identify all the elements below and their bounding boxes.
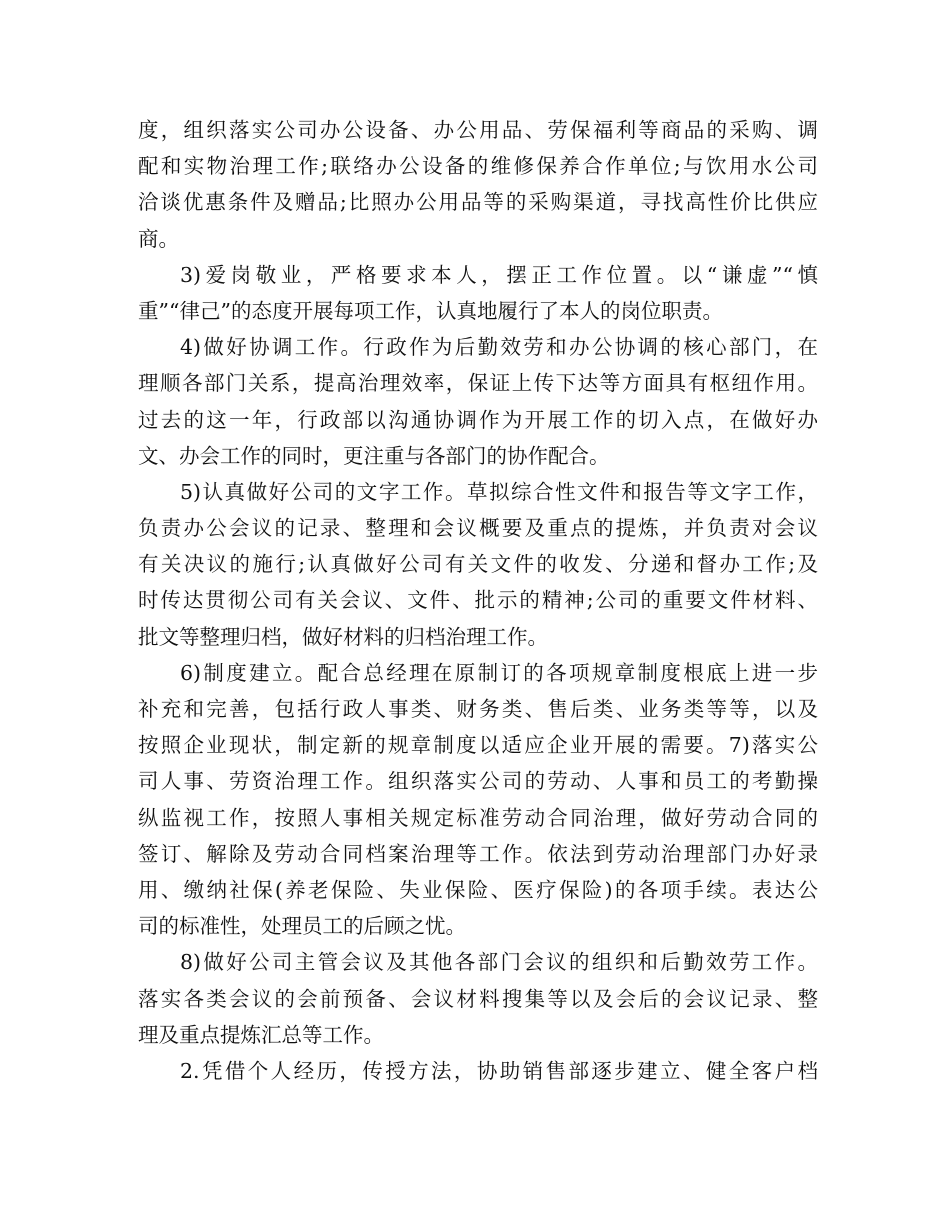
- text-line: 商。: [138, 226, 179, 251]
- paragraph-start-line: 8)做好公司主管会议及其他各部门会议的组织和后勤效劳工作。: [180, 950, 818, 975]
- text-line: 司人事、劳资治理工作。组织落实公司的劳动、人事和员工的考勤操: [138, 769, 818, 794]
- text-line: 配和实物治理工作;联络办公设备的维修保养合作单位;与饮用水公司: [138, 154, 818, 179]
- paragraph-start-line: 6)制度建立。配合总经理在原制订的各项规章制度根底上进一步: [180, 660, 818, 685]
- text-line: 落实各类会议的会前预备、会议材料搜集等以及会后的会议记录、整: [138, 986, 818, 1011]
- text-line: 纵监视工作，按照人事相关规定标准劳动合同治理，做好劳动合同的: [138, 805, 818, 830]
- text-line: 理及重点提炼汇总等工作。: [138, 1022, 384, 1047]
- text-line: 补充和完善，包括行政人事类、财务类、售后类、业务类等等，以及: [138, 697, 818, 721]
- paragraph-start-line: 2.凭借个人经历，传授方法，协助销售部逐步建立、健全客户档: [180, 1058, 818, 1083]
- text-line: 理顺各部门关系，提高治理效率，保证上传下达等方面具有枢纽作用。: [138, 371, 818, 396]
- text-line: 度，组织落实公司办公设备、办公用品、劳保福利等商品的采购、调: [138, 118, 818, 142]
- text-line: 负责办公会议的记录、整理和会议概要及重点的提炼，并负责对会议: [138, 516, 818, 541]
- text-line: 洽谈优惠条件及赠品;比照办公用品等的采购渠道，寻找高性价比供应: [138, 190, 818, 215]
- text-line: 批文等整理归档，做好材料的归档治理工作。: [138, 624, 548, 649]
- text-line: 用、缴纳社保(养老保险、失业保险、医疗保险)的各项手续。表达公: [138, 877, 818, 902]
- paragraph-start-line: 3)爱岗敬业，严格要求本人，摆正工作位置。以“谦虚”“慎: [180, 262, 818, 287]
- text-line: 按照企业现状，制定新的规章制度以适应企业开展的需要。7)落实公: [138, 733, 818, 758]
- paragraph-start-line: 4)做好协调工作。行政作为后勤效劳和办公协调的核心部门，在: [180, 335, 818, 360]
- text-line: 签订、解除及劳动合同档案治理等工作。依法到劳动治理部门办好录: [138, 841, 818, 866]
- document-body: [138, 112, 818, 1089]
- text-line: 司的标准性，处理员工的后顾之忧。: [138, 914, 466, 939]
- text-line: 有关决议的施行;认真做好公司有关文件的收发、分递和督办工作;及: [138, 552, 818, 577]
- text-line: 文、办会工作的同时，更注重与各部门的协作配合。: [138, 443, 610, 468]
- text-line: 重”“律己”的态度开展每项工作，认真地履行了本人的岗位职责。: [138, 298, 723, 323]
- text-line: 过去的这一年，行政部以沟通协调作为开展工作的切入点，在做好办: [138, 407, 818, 432]
- paragraph-start-line: 5)认真做好公司的文字工作。草拟综合性文件和报告等文字工作，: [180, 479, 818, 504]
- text-line: 时传达贯彻公司有关会议、文件、批示的精神;公司的重要文件材料、: [138, 588, 818, 613]
